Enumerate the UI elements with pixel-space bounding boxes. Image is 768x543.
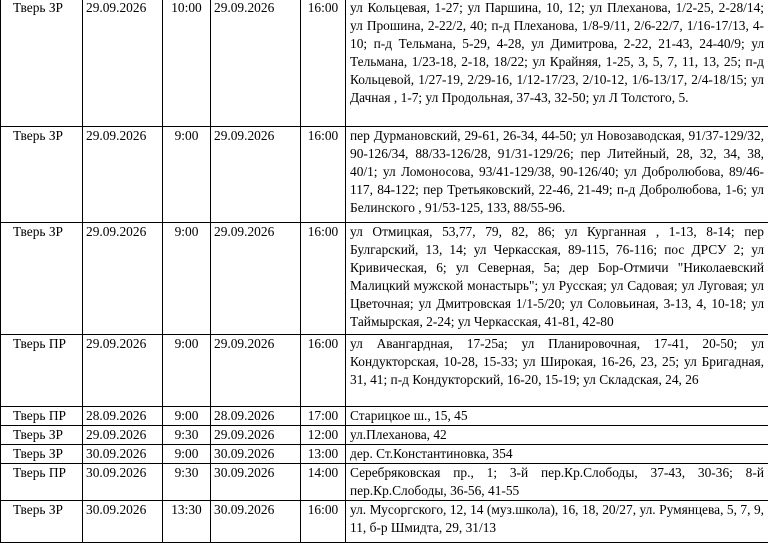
address-cell <box>346 426 768 445</box>
address-cell <box>346 127 768 223</box>
address-text: ул.Плеханова, 42 <box>350 426 764 444</box>
address-text: дер. Ст.Константиновка, 354 <box>350 445 764 463</box>
table-row <box>1 445 768 464</box>
end-date-cell: 29.09.2026 <box>211 223 301 335</box>
address-cell <box>346 223 768 335</box>
start-time-cell: 13:30 <box>163 501 211 543</box>
zone-cell: Тверь ЗР <box>1 0 83 127</box>
end-date-cell: 28.09.2026 <box>211 407 301 426</box>
end-time-cell: 16:00 <box>301 335 346 407</box>
end-date-cell: 29.09.2026 <box>211 127 301 223</box>
start-time-cell: 9:30 <box>163 426 211 445</box>
start-date-cell: 28.09.2026 <box>83 407 163 426</box>
address-cell <box>346 501 768 543</box>
address-text: пер Дурмановский, 29-61, 26-34, 44-50; ул Новозаводская, 91/37-129/32, 90-126/34, 88/33-126/28, 91/31-129/26; пер Литейный, 28, 32, 34, 38, 40/1; ул Ломоносова, 93/41-129/38, 90-126/40; ул Добролюбова, 89/46-117, 84-122; пер Третьяковский, 22-46, 21-49; п-д Добролюбова, 1-6; ул Белинского , 91/53-125, 133, 88/55-96. <box>350 127 764 217</box>
end-date-cell: 29.09.2026 <box>211 0 301 127</box>
start-date-cell: 30.09.2026 <box>83 501 163 543</box>
start-date-cell: 30.09.2026 <box>83 445 163 464</box>
end-time-cell: 16:00 <box>301 501 346 543</box>
table-row <box>1 127 768 223</box>
start-date-cell: 29.09.2026 <box>83 0 163 127</box>
zone-cell: Тверь ЗР <box>1 127 83 223</box>
start-date-cell: 29.09.2026 <box>83 127 163 223</box>
start-time-cell: 9:30 <box>163 464 211 501</box>
end-date-cell: 30.09.2026 <box>211 501 301 543</box>
table-row <box>1 0 768 127</box>
address-text: ул Авангардная, 17-25а; ул Планировочная, 17-41, 20-50; ул Кондукторская, 10-28, 15-33; ул Широкая, 16-26, 23, 25; ул Бригадная, 31, 41; п-д Кондукторский, 16-20, 15-19; ул Складская, 24, 26 <box>350 335 764 389</box>
address-cell <box>346 335 768 407</box>
zone-cell: Тверь ЗР <box>1 501 83 543</box>
table-row <box>1 501 768 543</box>
start-time-cell: 10:00 <box>163 0 211 127</box>
address-cell <box>346 464 768 501</box>
end-date-cell: 29.09.2026 <box>211 426 301 445</box>
address-text: ул. Мусоргского, 12, 14 (муз.школа), 16, 18, 20/27, ул. Румянцева, 5, 7, 9, 11, б-р Шмидта, 29, 31/13 <box>350 501 764 537</box>
table-row <box>1 335 768 407</box>
zone-cell: Тверь ПР <box>1 464 83 501</box>
start-time-cell: 9:00 <box>163 223 211 335</box>
end-time-cell: 13:00 <box>301 445 346 464</box>
end-time-cell: 16:00 <box>301 0 346 127</box>
address-text: Старицкое ш., 15, 45 <box>350 407 764 425</box>
table-row <box>1 407 768 426</box>
start-date-cell: 29.09.2026 <box>83 223 163 335</box>
address-cell <box>346 407 768 426</box>
address-text: Серебряковская пр., 1; 3-й пер.Кр.Слободы, 37-43, 30-36; 8-й пер.Кр.Слободы, 36-56, 41-55 <box>350 464 764 500</box>
end-time-cell: 16:00 <box>301 127 346 223</box>
zone-cell: Тверь ЗР <box>1 445 83 464</box>
zone-cell: Тверь ПР <box>1 335 83 407</box>
address-cell <box>346 0 768 127</box>
zone-cell: Тверь ЗР <box>1 223 83 335</box>
start-time-cell: 9:00 <box>163 335 211 407</box>
start-time-cell: 9:00 <box>163 407 211 426</box>
end-time-cell: 14:00 <box>301 464 346 501</box>
end-time-cell: 17:00 <box>301 407 346 426</box>
end-time-cell: 16:00 <box>301 223 346 335</box>
table-row <box>1 223 768 335</box>
start-time-cell: 9:00 <box>163 127 211 223</box>
address-text: ул Отмицкая, 53,77, 79, 82, 86; ул Курганная , 1-13, 8-14; пер Булгарский, 13, 14; ул Черкасская, 89-115, 76-116; пос ДРСУ 2; ул Кривическая, 6; ул Северная, 5а; дер Бор-Отмичи "Николаевский Малицкий мужской монастырь"; ул Русская; ул Садовая; ул Луговая; ул Цветочная; ул Дмитровская 1/1-5/20; ул Соловьиная, 3-13, 4, 10-18; ул Таймырская, 2-24; ул Черкасская, 41-81, 42-80 <box>350 223 764 331</box>
table-row <box>1 464 768 501</box>
end-date-cell: 30.09.2026 <box>211 445 301 464</box>
start-date-cell: 29.09.2026 <box>83 335 163 407</box>
zone-cell: Тверь ПР <box>1 407 83 426</box>
address-text: ул Кольцевая, 1-27; ул Паршина, 10, 12; ул Плеханова, 1/2-25, 2-28/14; ул Прошина, 2-22/2, 40; п-д Плеханова, 1/8-9/11, 2/6-22/7, 1/16-17/13, 4-10; п-д Тельмана, 5-29, 4-28, ул Димитрова, 2-22, 21-43, 24-40/9; ул Тельмана, 1/23-18, 2-18, 18/22; ул Крайняя, 1-25, 3, 5, 7, 11, 13, 25; п-д Кольцевой, 1/27-19, 2/29-16, 1/12-17/23, 2/10-12, 1/6-13/17, 2/4-18/15; ул Дачная , 1-7; ул Продольная, 37-43, 32-50; ул Л Толстого, 5. <box>350 0 764 107</box>
end-time-cell: 12:00 <box>301 426 346 445</box>
start-date-cell: 29.09.2026 <box>83 426 163 445</box>
address-cell <box>346 445 768 464</box>
start-date-cell: 30.09.2026 <box>83 464 163 501</box>
table-row <box>1 426 768 445</box>
end-date-cell: 30.09.2026 <box>211 464 301 501</box>
zone-cell: Тверь ЗР <box>1 426 83 445</box>
start-time-cell: 9:00 <box>163 445 211 464</box>
end-date-cell: 29.09.2026 <box>211 335 301 407</box>
